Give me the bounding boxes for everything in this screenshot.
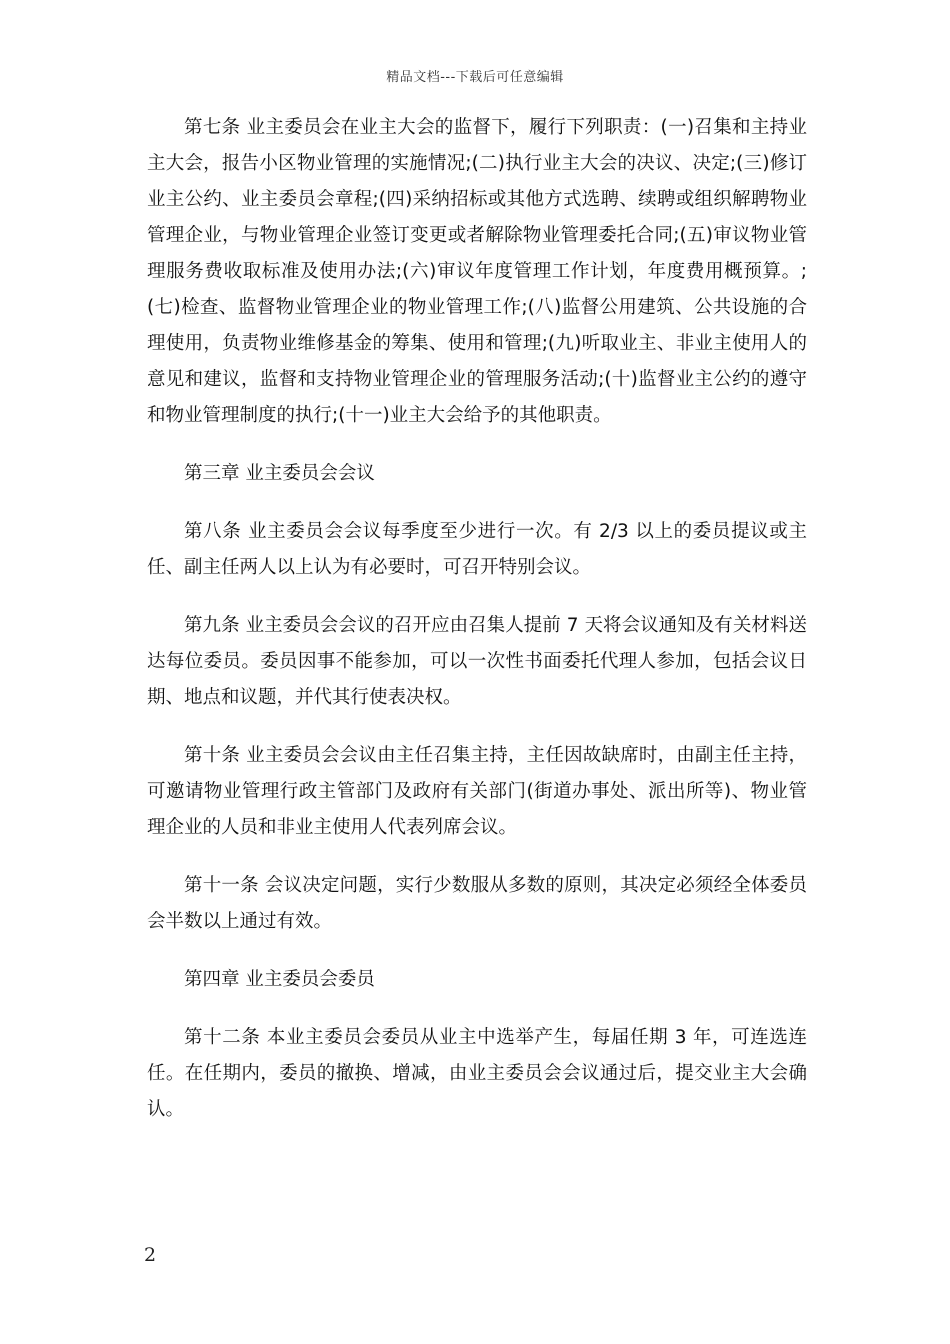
article-12: 第十二条 本业主委员会委员从业主中选举产生，每届任期 3 年，可连选连任。在任期内，委员的撤换、增减，由业主委员会会议通过后，提交业主大会确认。 <box>147 1027 807 1120</box>
article-9: 第九条 业主委员会会议的召开应由召集人提前 7 天将会议通知及有关材料送达每位委员。委员因事不能参加，可以一次性书面委托代理人参加，包括会议日期、地点和议题，并代其行使表决权。 <box>147 615 807 708</box>
article-11: 第十一条 会议决定问题，实行少数服从多数的原则，其决定必须经全体委员会半数以上通过有效。 <box>147 875 807 932</box>
chapter-3-heading: 第三章 业主委员会会议 <box>184 463 375 484</box>
page-header: 精品文档---下载后可任意编辑 <box>386 70 564 85</box>
page-number: 2 <box>144 1244 157 1266</box>
article-7: 第七条 业主委员会在业主大会的监督下，履行下列职责：(一)召集和主持业主大会，报告小区物业管理的实施情况;(二)执行业主大会的决议、决定;(三)修订业主公约、业主委员会章程;(四)采纳招标或其他方式选聘、续聘或组织解聘物业管理企业，与物业管理企业签订变更或者解除物业管理委托合同;(五)审议物业管理服务费收取标准及使用办法;(六)审议年度管理工作计划，年度费用概预算。;(七)检查、监督物业管理企业的物业管理工作;(八)监督公用建筑、公共设施的合理使用，负责物业维修基金的筹集、使用和管理;(九)听取业主、非业主使用人的意见和建议，监督和支持物业管理企业的管理服务活动;(十)监督业主公约的遵守和物业管理制度的执行;(十一)业主大会给予的其他职责。 <box>147 117 807 426</box>
chapter-4-heading: 第四章 业主委员会委员 <box>184 969 375 990</box>
article-10: 第十条 业主委员会会议由主任召集主持，主任因故缺席时，由副主任主持，可邀请物业管理行政主管部门及政府有关部门(街道办事处、派出所等)、物业管理企业的人员和非业主使用人代表列席会议。 <box>147 745 807 838</box>
document-body <box>147 110 807 1150</box>
article-8: 第八条 业主委员会会议每季度至少进行一次。有 2/3 以上的委员提议或主任、副主任两人以上认为有必要时，可召开特别会议。 <box>147 521 807 578</box>
